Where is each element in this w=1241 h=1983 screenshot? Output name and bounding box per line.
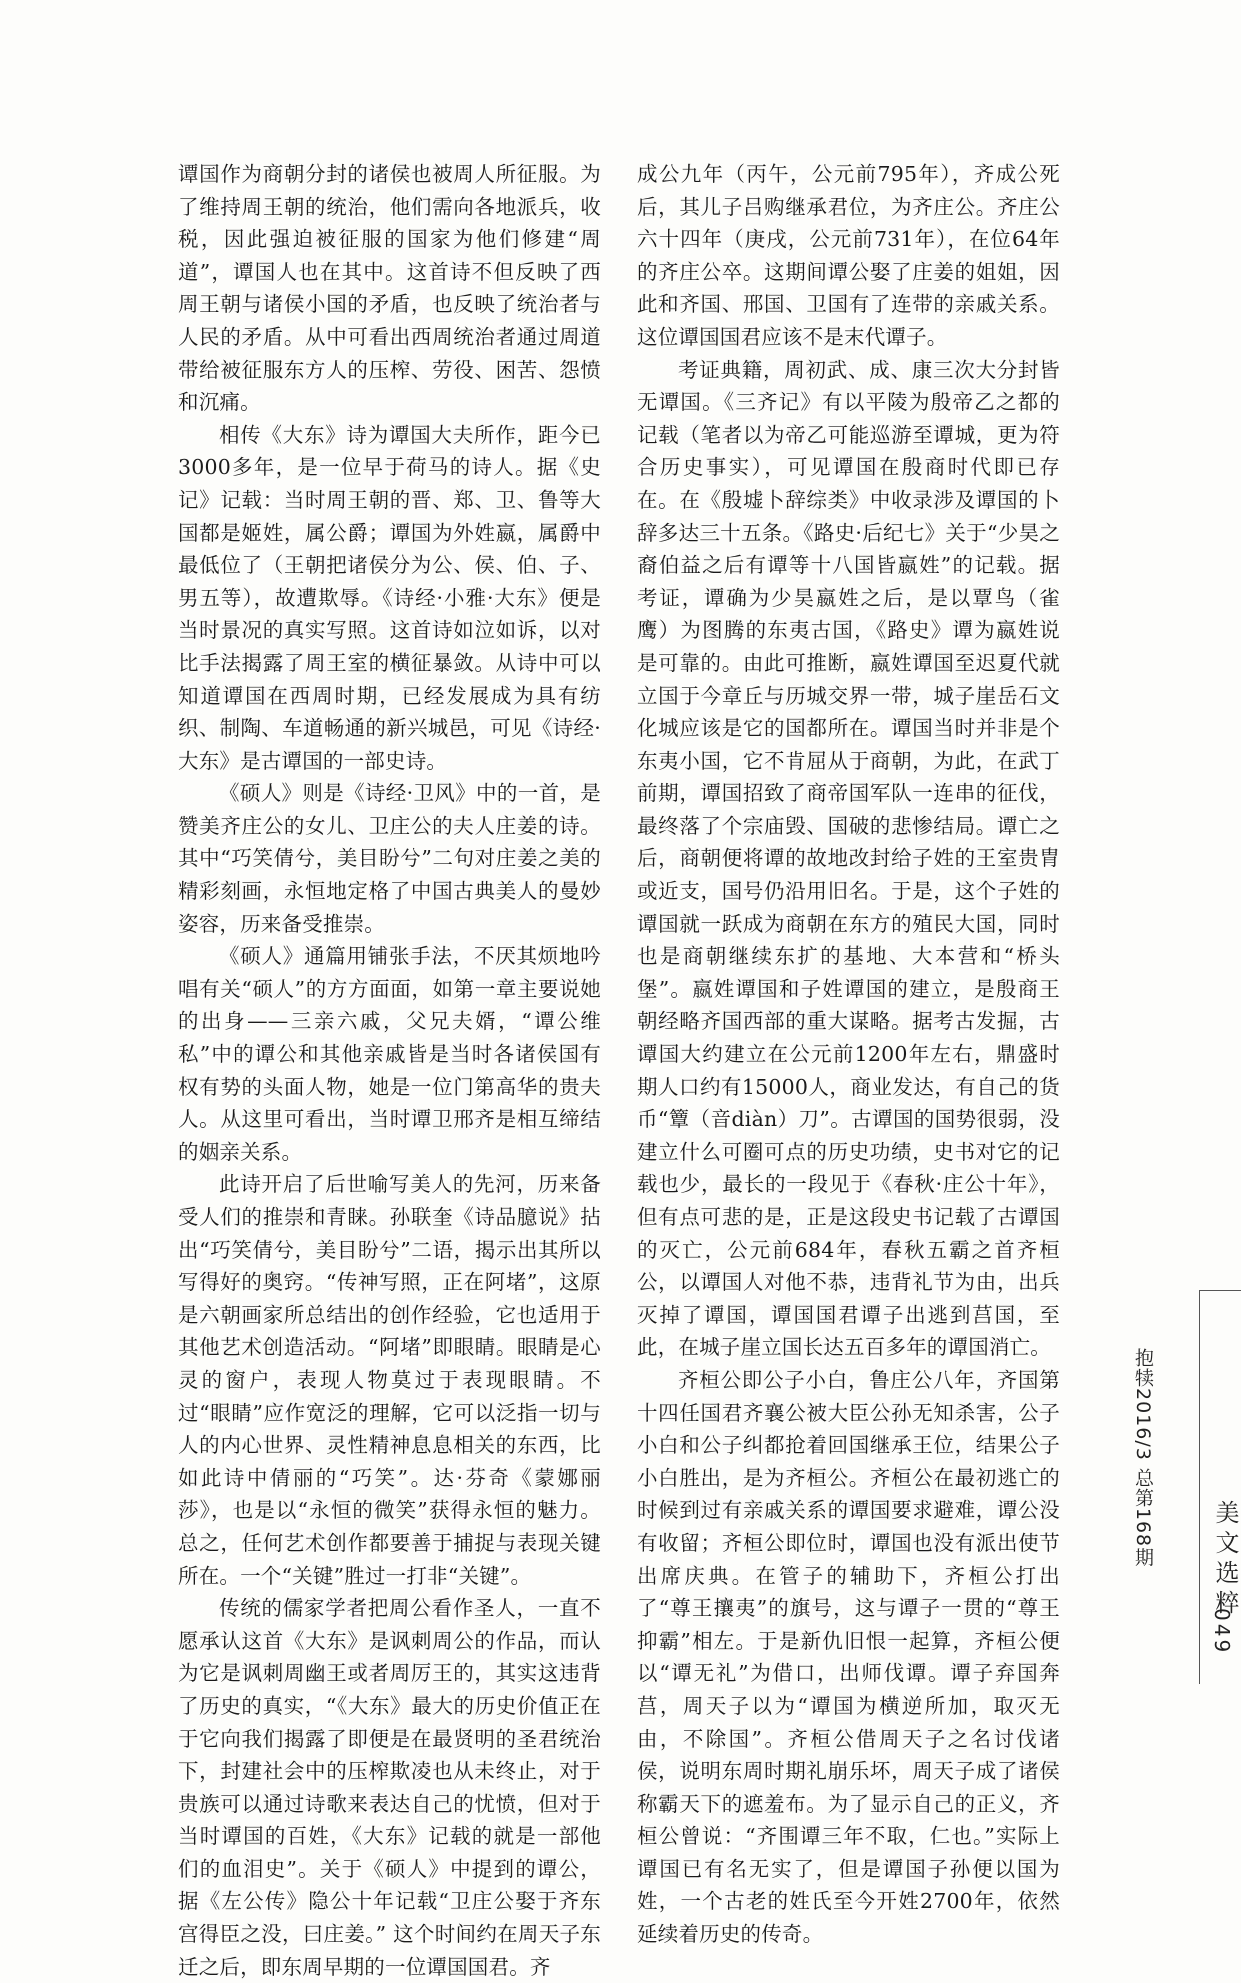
- paragraph: 《硕人》则是《诗经·卫风》中的一首，是赞美齐庄公的女儿、卫庄公的夫人庄姜的诗。其中“巧笑倩兮，美目盼兮”二句对庄姜之美的精彩刻画，永恒地定格了中国古典美人的曼妙姿容，历来备受推崇。: [178, 781, 601, 936]
- paragraph: 传统的儒家学者把周公看作圣人，一直不愿承认这首《大东》是讽刺周公的作品，而认为它是讽刺周幽王或者周厉王的，其实这违背了历史的真实，“《大东》最大的历史价值正在于它向我们揭露了即便是在最贤明的圣君统治下，封建社会中的压榨欺凌也从未终止，对于贵族可以通过诗歌来表达自己的忧愤，但对于当时谭国的百姓，《大东》记载的就是一部他们的血泪史”。关于《硕人》中提到的谭公，据《左公传》隐公十年记载“卫庄公娶于齐东宫得臣之没，曰庄姜。” 这个时间约在周天子东迁之后，即东周早期的一位谭国国君。齐: [178, 1596, 601, 1979]
- left-column: [178, 158, 601, 1983]
- paragraph: 成公九年（丙午，公元前795年），齐成公死后，其儿子吕购继承君位，为齐庄公。齐庄公六十四年（庚戌，公元前731年），在位64年的齐庄公卒。这期间谭公娶了庄姜的姐姐，因此和齐国、邢国、卫国有了连带的亲戚关系。这位谭国国君应该不是末代谭子。: [637, 162, 1060, 349]
- paragraph: 此诗开启了后世喻写美人的先河，历来备受人们的推崇和青睐。孙联奎《诗品臆说》拈出“巧笑倩兮，美目盼兮”二语，揭示出其所以写得好的奥窍。“传神写照，正在阿堵”，这原是六朝画家所总结出的创作经验，它也适用于其他艺术创造活动。“阿堵”即眼睛。眼睛是心灵的窗户，表现人物莫过于表现眼睛。不过“眼睛”应作宽泛的理解，它可以泛指一切与人的内心世界、灵性精神息息相关的东西，比如此诗中倩丽的“巧笑”。达·芬奇《蒙娜丽莎》，也是以“永恒的微笑”获得永恒的魅力。总之，任何艺术创作都要善于捕捉与表现关键所在。一个“关键”胜过一打非“关键”。: [178, 1172, 601, 1588]
- paragraph: 谭国作为商朝分封的诸侯也被周人所征服。为了维持周王朝的统治，他们需向各地派兵，收税，因此强迫被征服的国家为他们修建“周道”，谭国人也在其中。这首诗不但反映了西周王朝与诸侯小国的矛盾，也反映了统治者与人民的矛盾。从中可看出西周统治者通过周道带给被征服东方人的压榨、劳役、困苦、怨愤和沉痛。: [178, 162, 601, 415]
- section-title: 美文选粹: [1211, 1500, 1239, 1620]
- paragraph: 考证典籍，周初武、成、康三次大分封皆无谭国。《三齐记》有以平陵为殷帝乙之都的记载（笔者以为帝乙可能巡游至谭城，更为符合历史事实），可见谭国在殷商时代即已存在。在《殷墟卜辞综类》中收录涉及谭国的卜辞多达三十五条。《路史·后纪七》关于“少昊之裔伯益之后有谭等十八国皆嬴姓”的记载。据考证，谭确为少昊嬴姓之后，是以覃鸟（雀鹰）为图腾的东夷古国，《路史》谭为嬴姓说是可靠的。由此可推断，嬴姓谭国至迟夏代就立国于今章丘与历城交界一带，城子崖岳石文化城应该是它的国都所在。谭国当时并非是个东夷小国，它不肯屈从于商朝，为此，在武丁前期，谭国招致了商帝国军队一连串的征伐，最终落了个宗庙毁、国破的悲惨结局。谭亡之后，商朝便将谭的故地改封给子姓的王室贵胄或近支，国号仍沿用旧名。于是，这个子姓的谭国就一跃成为商朝在东方的殖民大国，同时也是商朝继续东扩的基地、大本营和“桥头堡”。嬴姓谭国和子姓谭国的建立，是殷商王朝经略齐国西部的重大谋略。据考古发掘，古谭国大约建立在公元前1200年左右，鼎盛时期人口约有15000人，商业发达，有自己的货币“簟（音diàn）刀”。古谭国的国势很弱，没建立什么可圈可点的历史功绩，史书对它的记载也少，最长的一段见于《春秋·庄公十年》，但有点可悲的是，正是这段史书记载了古谭国的灭亡，公元前684年，春秋五霸之首齐桓公，以谭国人对他不恭，违背礼节为由，出兵灭掉了谭国，谭国国君谭子出逃到莒国，至此，在城子崖立国长达五百多年的谭国消亡。: [637, 357, 1060, 1360]
- paragraph: 齐桓公即公子小白，鲁庄公八年，齐国第十四任国君齐襄公被大臣公孙无知杀害，公子小白和公子纠都抢着回国继承王位，结果公子小白胜出，是为齐桓公。齐桓公在最初逃亡的时候到过有亲戚关系的谭国要求避难，谭公没有收留；齐桓公即位时，谭国也没有派出使节出席庆典。在管子的辅助下，齐桓公打出了“尊王攘夷”的旗号，这与谭子一贯的“尊王抑霸”相左。于是新仇旧恨一起算，齐桓公便以“谭无礼”为借口，出师伐谭。谭子弃国奔莒，周天子以为“谭国为横逆所加，取灭无由，不除国”。齐桓公借周天子之名讨伐诸侯，说明东周时期礼崩乐坏，周天子成了诸侯称霸天下的遮羞布。为了显示自己的正义，齐桓公曾说：“齐围谭三年不取，仁也。”实际上谭国已有名无实了，但是谭国子孙便以国为姓，一个古老的姓氏至今开姓2700年，依然延续着历史的传奇。: [637, 1367, 1060, 1947]
- paragraph: 相传《大东》诗为谭国大夫所作，距今已3000多年，是一位早于荷马的诗人。据《史记》记载：当时周王朝的晋、郑、卫、鲁等大国都是姬姓，属公爵；谭国为外姓嬴，属爵中最低位了（王朝把诸侯分为公、侯、伯、子、男五等），故遭欺辱。《诗经·小雅·大东》便是当时景况的真实写照。这首诗如泣如诉，以对比手法揭露了周王室的横征暴敛。从诗中可以知道谭国在西周时期，已经发展成为具有纺织、制陶、车道畅通的新兴城邑，可见《诗经·大东》是古谭国的一部史诗。: [178, 422, 601, 773]
- page-number: 049: [1210, 1608, 1234, 1656]
- paragraph: 《硕人》通篇用铺张手法，不厌其烦地吟唱有关“硕人”的方方面面，如第一章主要说她的出身——三亲六戚，父兄夫婿，“谭公维私”中的谭公和其他亲戚皆是当时各诸侯国有权有势的头面人物，她是一位门第高华的贵夫人。从这里可看出，当时谭卫邢齐是相互缔结的姻亲关系。: [178, 944, 601, 1164]
- right-column: [637, 158, 1060, 1951]
- sidebar-divider-horizontal: [1199, 1290, 1241, 1291]
- sidebar-divider-vertical: [1199, 1290, 1200, 1684]
- journal-issue: 抱犊2016/3 总第168期: [1132, 1348, 1154, 1568]
